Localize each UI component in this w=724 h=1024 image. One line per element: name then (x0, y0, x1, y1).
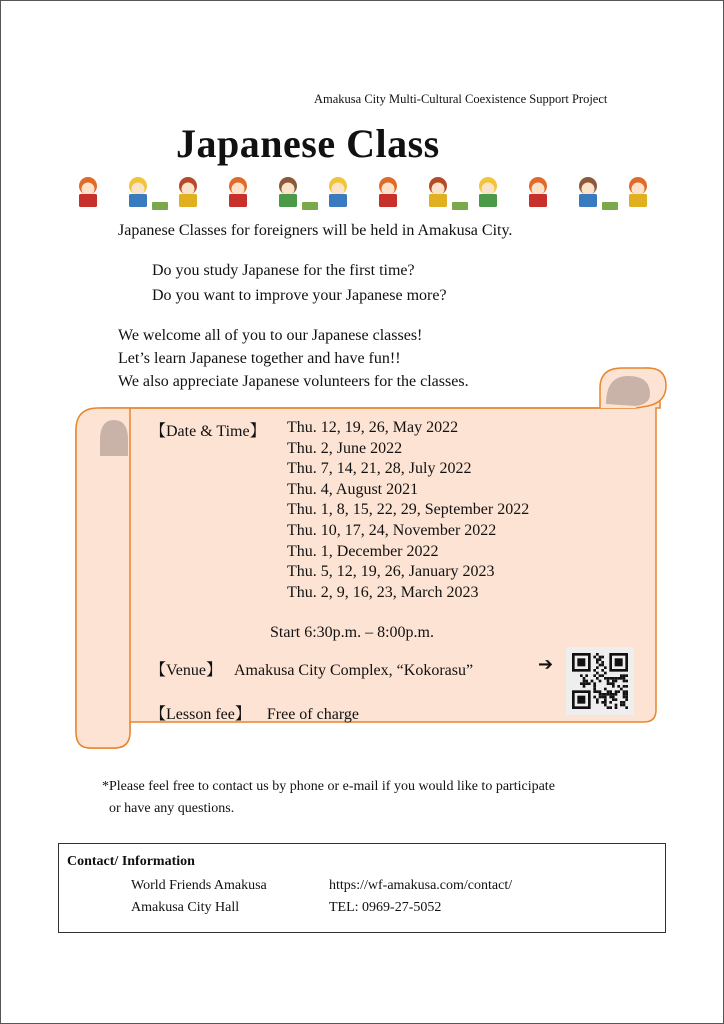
welcome-line-1: We welcome all of you to our Japanese classes! (118, 327, 423, 344)
date-item: Thu. 1, 8, 15, 22, 29, September 2022 (287, 501, 530, 519)
date-item: Thu. 2, June 2022 (287, 439, 403, 457)
arrow-right-icon: ➔ (538, 654, 554, 675)
contact-url-link[interactable]: https://wf-amakusa.com/contact/ (329, 878, 513, 893)
reading-child-figure (279, 177, 318, 210)
date-item: Thu. 2, 9, 16, 23, March 2023 (287, 583, 479, 601)
contact-box (58, 843, 666, 933)
reading-child-figure (379, 177, 397, 207)
question-line-2: Do you want to improve your Japanese more? (152, 287, 447, 304)
project-name: Amakusa City Multi-Cultural Coexistence Support Project (314, 92, 608, 106)
contact-heading: Contact/ Information (67, 854, 195, 869)
reading-child-figure (329, 177, 347, 207)
date-item: Thu. 5, 12, 19, 26, January 2023 (287, 563, 495, 581)
fee-row (150, 701, 359, 724)
venue-row (150, 657, 473, 680)
date-item: Thu. 12, 19, 26, May 2022 (287, 419, 459, 436)
children-reading-illustration (70, 174, 680, 218)
date-item: Thu. 10, 17, 24, November 2022 (287, 521, 497, 539)
date-item: Thu. 7, 14, 21, 28, July 2022 (287, 460, 472, 478)
contact-name: Amakusa City Hall (131, 900, 240, 915)
reading-child-figure (479, 177, 497, 207)
question-line-1: Do you study Japanese for the first time? (152, 262, 415, 279)
page-title: Japanese Class (176, 121, 440, 166)
contact-note-line-2: or have any questions. (109, 801, 235, 816)
reading-child-figure (629, 177, 647, 207)
qr-code-icon[interactable] (566, 647, 634, 715)
fee-label: 【Lesson fee】 (150, 706, 251, 723)
start-time: Start 6:30p.m. – 8:00p.m. (270, 624, 434, 641)
venue-value: Amakusa City Complex, “Kokorasu” (234, 662, 474, 679)
contact-name: World Friends Amakusa (131, 878, 267, 893)
venue-label: 【Venue】 (150, 662, 222, 679)
welcome-line-3: We also appreciate Japanese volunteers for the classes. (118, 373, 469, 390)
date-list (287, 418, 529, 603)
reading-child-figure (529, 177, 547, 207)
reading-child-figure (579, 177, 618, 210)
intro-text: Japanese Classes for foreigners will be held in Amakusa City. (118, 222, 513, 239)
date-item: Thu. 1, December 2022 (287, 542, 439, 560)
reading-child-figure (179, 177, 197, 207)
welcome-line-2: Let’s learn Japanese together and have fun!! (118, 350, 401, 367)
contact-phone[interactable]: TEL: 0969-27-5052 (329, 900, 442, 915)
date-time-label: 【Date & Time】 (150, 423, 266, 440)
reading-child-figure (429, 177, 468, 210)
date-item: Thu. 4, August 2021 (287, 480, 419, 498)
reading-child-figure (229, 177, 247, 207)
reading-child-figure (129, 177, 168, 210)
contact-note-line-1: *Please feel free to contact us by phone or e-mail if you would like to participate (102, 779, 555, 794)
reading-child-figure (79, 177, 97, 207)
fee-value: Free of charge (266, 706, 359, 723)
